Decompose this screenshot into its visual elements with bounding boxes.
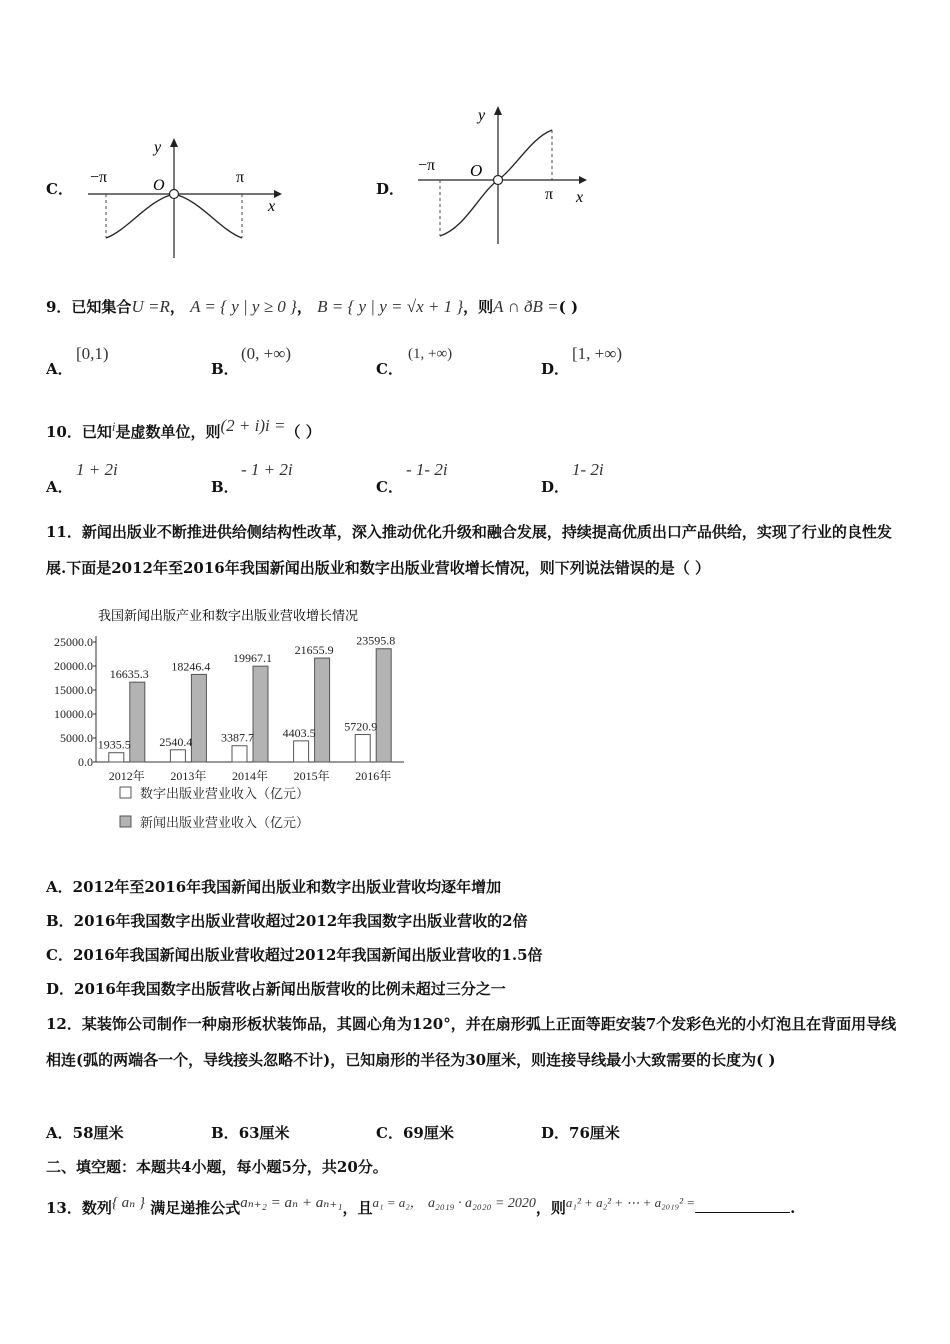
q13-then: ，则 xyxy=(535,1199,566,1217)
q11-option-c: C．2016年我国新闻出版业营收超过2012年我国新闻出版业营收的1.5倍 xyxy=(46,946,543,964)
question-12-stem: 12．某装饰公司制作一种扇形板状装饰品，其圆心角为120°，并在扇形弧上正面等距安装7个发彩色光的小灯泡且在背面用导线相连(弧的两端各一个，导线接头忽略不计)，已知扇形的半径为30厘米，则连接导线最小大致需要的长度为( ) xyxy=(46,1015,897,1069)
q9-option-c-value: (1, +∞) xyxy=(408,346,453,362)
data-label-news: 19967.1 xyxy=(233,651,272,666)
x-label: x xyxy=(268,198,276,215)
q9-expression: A ∩ ð xyxy=(493,297,533,316)
q13-recurrence: aₙ₊₂ = aₙ + aₙ₊₁ xyxy=(240,1195,343,1211)
chart-title: 我国新闻出版产业和数字出版业营收增长情况 xyxy=(98,608,359,623)
q13-and: ，且 xyxy=(342,1199,373,1217)
y-tick-label: 5000.0 xyxy=(60,731,93,745)
x-axis-arrow xyxy=(579,176,587,184)
q10-option-c: C． xyxy=(376,478,403,496)
q12-option-d: D．76厘米 xyxy=(541,1124,620,1142)
q12-option-a: A．58厘米 xyxy=(46,1124,124,1142)
x-tick-label: 2013年 xyxy=(170,769,207,783)
option-c-label: C． xyxy=(46,180,73,198)
question-11-stem: 11．新闻出版业不断推进供给侧结构性改革，深入推动优化升级和融合发展，持续提高优质出口产品供给，实现了行业的良性发展.下面是2012年至2016年我国新闻出版业和数字出版业营收增长情况，则下列说法错误的是（ ） xyxy=(46,523,892,577)
q9-option-a: A． xyxy=(46,360,73,378)
bar-digital-2014年 xyxy=(232,746,247,762)
data-label-digital: 3387.7 xyxy=(221,730,254,745)
legend-label: 数字出版业营业收入（亿元） xyxy=(140,786,310,801)
neg-pi-label: −π xyxy=(418,157,436,174)
q9-universal-set: U =R xyxy=(131,297,170,316)
q9-answer-paren: ( ) xyxy=(558,298,579,316)
neg-pi-label: −π xyxy=(90,169,108,186)
bar-digital-2015年 xyxy=(294,741,309,762)
graph-option-d xyxy=(410,98,600,248)
q10-option-a-value: 1 + 2i xyxy=(76,460,118,479)
q13-prefix: 13．数列 xyxy=(46,1199,112,1217)
question-9 xyxy=(46,296,578,317)
data-label-digital: 4403.5 xyxy=(282,725,316,740)
x-label: x xyxy=(576,189,584,206)
q11-option-b: B．2016年我国数字出版业营收超过2012年我国数字出版业营收的2倍 xyxy=(46,912,528,930)
q10-i: i xyxy=(111,419,116,434)
x-tick-label: 2015年 xyxy=(293,769,330,783)
q9-prefix: 9．已知集合 xyxy=(46,298,132,316)
q10-answer-paren: （ ） xyxy=(285,423,321,441)
q9-comma: ， xyxy=(296,298,312,316)
q9-option-d-value: [1, +∞) xyxy=(572,344,623,363)
q10-option-d-value: 1- 2i xyxy=(572,460,604,479)
y-axis-arrow xyxy=(170,138,178,147)
q10-option-d: D． xyxy=(541,478,570,496)
q9-set-a: A = { y | y ≥ 0 } xyxy=(190,297,297,316)
y-tick-label: 10000.0 xyxy=(54,707,93,721)
q9-then: ，则 xyxy=(463,298,494,316)
y-tick-label: 20000.0 xyxy=(54,659,93,673)
y-label: y xyxy=(478,107,486,124)
q9-option-d: D． xyxy=(541,360,570,378)
data-label-news: 18246.4 xyxy=(171,659,211,674)
q10-option-b-value: - 1 + 2i xyxy=(241,460,293,479)
q10-option-b: B． xyxy=(211,478,239,496)
q13-sum: a₁² + a₂² + ⋯ + a₂₀₁₉² = xyxy=(565,1195,696,1210)
q9-comma: ， xyxy=(169,298,185,316)
origin-label: O xyxy=(470,161,483,180)
data-label-digital: 1935.5 xyxy=(97,737,131,752)
legend-label: 新闻出版业营业收入（亿元） xyxy=(140,815,310,830)
data-label-news: 16635.3 xyxy=(109,667,149,682)
data-label-news: 21655.9 xyxy=(294,643,334,658)
origin-circle xyxy=(170,190,179,199)
bar-news-2012年 xyxy=(130,682,145,762)
q10-option-a: A． xyxy=(46,478,73,496)
q13-mid: 满足递推公式 xyxy=(150,1199,241,1217)
q12-option-c: C．69厘米 xyxy=(376,1124,454,1142)
origin-label: O xyxy=(153,177,165,194)
origin-circle xyxy=(494,176,503,185)
x-axis-arrow xyxy=(274,190,282,198)
q13-cond2: a₂₀₁₉ · a₂₀₂₀ = 2020 xyxy=(428,1196,536,1211)
bar-news-2015年 xyxy=(315,658,330,762)
q9-option-c: C． xyxy=(376,360,403,378)
y-tick-label: 25000.0 xyxy=(54,635,93,649)
bar-news-2013年 xyxy=(191,674,206,762)
bar-digital-2012年 xyxy=(109,753,124,762)
y-label: y xyxy=(154,139,162,156)
q13-sequence: { aₙ } xyxy=(111,1195,145,1211)
q12-option-b: B．63厘米 xyxy=(211,1124,290,1142)
pi-label: π xyxy=(236,169,245,186)
q9-option-b: B． xyxy=(211,360,239,378)
bar-news-2016年 xyxy=(376,649,391,762)
bar-chart xyxy=(44,602,414,847)
y-axis-arrow xyxy=(494,106,502,115)
data-label-news: 23595.8 xyxy=(356,633,396,648)
bar-digital-2016年 xyxy=(355,735,370,762)
x-tick-label: 2016年 xyxy=(355,769,392,783)
question-13: 13．数列$^{\{ a_n \}}$ 满足递推公式$^{a_{n+2} = a_n + a_{n+1}}$，且$^{a_1 = a_2,}$ $^{a_{2019} \cdot a_{2020} = 2020}$，则$^{a_1^2 + a_2^2 + \cdots + a_{2019}^2 =}$ . xyxy=(46,1195,796,1217)
q11-option-a: A．2012年至2016年我国新闻出版业和数字出版业营收均逐年增加 xyxy=(46,878,502,896)
q13-answer-blank[interactable] xyxy=(695,1198,790,1213)
q10-expression: (2 + i)i = xyxy=(220,416,286,435)
q9-option-a-value: [0,1) xyxy=(76,344,109,363)
graph-option-c xyxy=(78,130,288,260)
option-d-label: D． xyxy=(376,180,405,198)
q10-prefix: 10．已知 xyxy=(46,423,112,441)
q13-cond1: a₁ = a₂， xyxy=(372,1195,423,1210)
y-tick-label: 0.0 xyxy=(78,755,93,769)
q9-expression-b: B = xyxy=(532,297,559,316)
legend-swatch xyxy=(120,787,131,798)
bar-news-2014年 xyxy=(253,666,268,762)
q10-option-c-value: - 1- 2i xyxy=(406,460,448,479)
q9-option-b-value: (0, +∞) xyxy=(241,344,292,363)
pi-label: π xyxy=(545,186,554,203)
x-tick-label: 2014年 xyxy=(231,769,269,783)
q11-option-d: D．2016年我国数字出版营收占新闻出版营收的比例未超过三分之一 xyxy=(46,980,506,998)
legend-swatch xyxy=(120,816,131,827)
q9-set-b: B = { y | y = √x + 1 } xyxy=(317,297,464,316)
q10-mid: 是虚数单位，则 xyxy=(115,423,221,441)
x-tick-label: 2012年 xyxy=(108,769,145,783)
data-label-digital: 5720.9 xyxy=(344,719,378,734)
data-label-digital: 2540.4 xyxy=(159,734,193,749)
bar-digital-2013年 xyxy=(170,750,185,762)
question-10 xyxy=(46,416,321,442)
y-tick-label: 15000.0 xyxy=(54,683,93,697)
section-2-heading: 二、填空题：本题共4小题，每小题5分，共20分。 xyxy=(46,1158,388,1176)
